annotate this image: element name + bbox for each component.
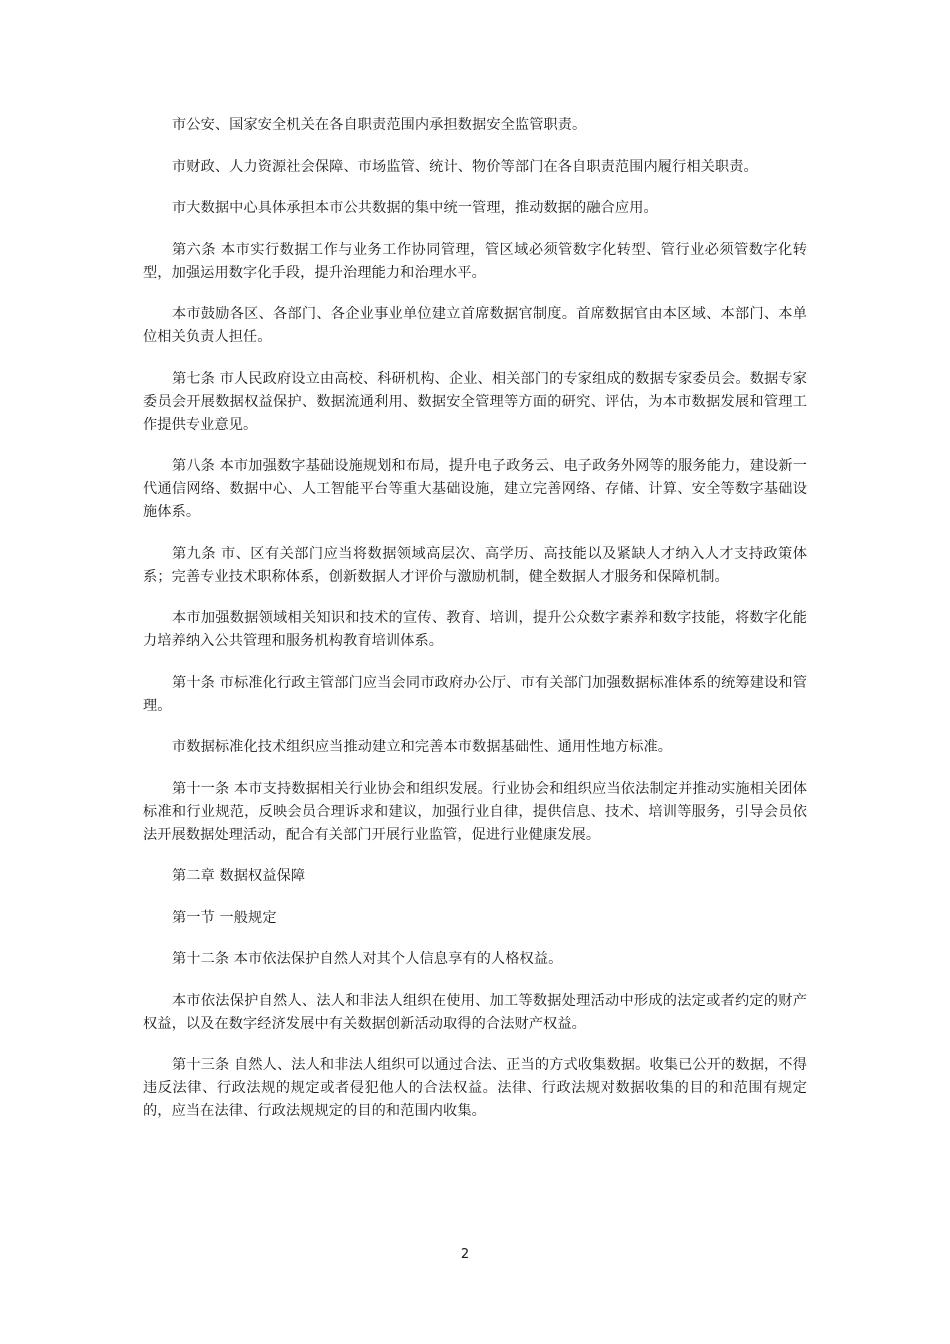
article-9: 第九条 市、区有关部门应当将数据领域高层次、高学历、高技能以及紧缺人才纳入人才支持政策体系；完善专业技术职称体系，创新数据人才评价与激励机制，健全数据人才服务和保障机制。: [143, 545, 807, 585]
paragraph-11: 市数据标准化技术组织应当推动建立和完善本市数据基础性、通用性地方标准。: [172, 739, 673, 755]
paragraph-3: 市大数据中心具体承担本市公共数据的集中统一管理，推动数据的融合应用。: [172, 200, 658, 216]
paragraph-9: 本市加强数据领域相关知识和技术的宣传、教育、培训，提升公众数字素养和数字技能，将数字化能力培养纳入公共管理和服务机构教育培训体系。: [143, 610, 807, 649]
page-number-text: 2: [460, 1247, 470, 1262]
paragraph-2: 市财政、人力资源社会保障、市场监管、统计、物价等部门在各自职责范围内履行相关职责。: [172, 158, 758, 175]
paragraph-5: 本市鼓励各区、各部门、各企业事业单位建立首席数据官制度。首席数据官由本区域、本部门、本单位相关负责人担任。: [143, 306, 807, 345]
page-number: [0, 1247, 950, 1263]
article-12: 第十二条 本市依法保护自然人对其个人信息享有的人格权益。: [172, 951, 563, 967]
paragraph-1: 市公安、国家安全机关在各自职责范围内承担数据安全监管职责。: [172, 117, 587, 133]
chapter-2-heading: 第二章 数据权益保障: [172, 868, 306, 884]
paragraph-16: 本市依法保护自然人、法人和非法人组织在使用、加工等数据处理活动中形成的法定或者约定的财产权益，以及在数字经济发展中有关数据创新活动取得的合法财产权益。: [143, 992, 807, 1032]
article-8: 第八条 本市加强数字基础设施规划和布局，提升电子政务云、电子政务外网等的服务能力，建设新一代通信网络、数据中心、人工智能平台等重大基础设施，建立完善网络、存储、计算、安全等数字基础设施体系。: [143, 458, 807, 520]
article-13: 第十三条 自然人、法人和非法人组织可以通过合法、正当的方式收集数据。收集已公开的数据，不得违反法律、行政法规的规定或者侵犯他人的合法权益。法律、行政法规对数据收集的目的和范围有规定的，应当在法律、行政法规规定的目的和范围内收集。: [143, 1057, 807, 1119]
article-11: 第十一条 本市支持数据相关行业协会和组织发展。行业协会和组织应当依法制定并推动实施相关团体标准和行业规范，反映会员合理诉求和建议，加强行业自律，提供信息、技术、培训等服务，引导会员依法开展数据处理活动，配合有关部门开展行业监管，促进行业健康发展。: [143, 780, 807, 843]
section-1-heading: 第一节 一般规定: [172, 909, 277, 926]
article-7: 第七条 市人民政府设立由高校、科研机构、企业、相关部门的专家组成的数据专家委员会。数据专家委员会开展数据权益保护、数据流通利用、数据安全管理等方面的研究、评估，为本市数据发展和管理工作提供专业意见。: [143, 370, 807, 433]
document-body: [143, 114, 807, 1142]
article-10: 第十条 市标准化行政主管部门应当会同市政府办公厅、市有关部门加强数据标准体系的统筹建设和管理。: [143, 674, 807, 714]
article-6: 第六条 本市实行数据工作与业务工作协同管理，管区域必须管数字化转型、管行业必须管数字化转型，加强运用数字化手段，提升治理能力和治理水平。: [143, 241, 807, 281]
